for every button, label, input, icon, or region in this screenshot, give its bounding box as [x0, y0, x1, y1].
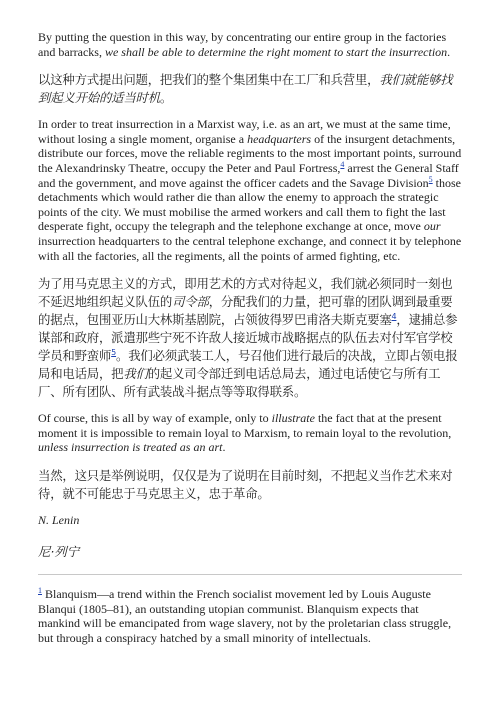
- document-page: [38, 30, 462, 645]
- footnote-link-5-zh[interactable]: 5: [111, 348, 117, 357]
- footnote-link-4-zh[interactable]: 4: [391, 312, 397, 321]
- signature-en: N. Lenin: [38, 512, 80, 527]
- signature-zh: 尼·列宁: [38, 543, 80, 559]
- paragraph-3-zh: 当然，这只是举例说明，仅仅是为了说明在目前时刻，不把起义当作艺术来对待，就不可能忠于马克思主义，忠于革命。: [38, 467, 453, 501]
- paragraph-3-en: Of course, this is all by way of example, only to illustrate the fact that at the present moment it is impossible to remain loyal to Marxism, to remain loyal to the revolution, unless insurrection is treated as an art.: [38, 411, 452, 455]
- paragraph-2-zh: 为了用马克思主义的方式，即用艺术的方式对待起义，我们就必须同时一刻也不延迟地组织起义队伍的司令部，分配我们的力量，把可靠的团队调到最重要的据点，包围亚历山大林斯基剧院，占领彼得罗巴甫洛夫斯克要塞$^4$，逮捕总参谋部和政府，派遣那些宁死不许敌人接近城市战略据点的队伍去对付军官学校学员和野蛮师$^5$。我们必须武装工人，号召他们进行最后的决战，立即占领电报局和电话局，把我们的起义司令部迁到电话总局去，通过电话使它与所有工厂、所有团队、所有武装战斗据点等等取得联系。: [38, 276, 458, 400]
- footnote-1: $^1$ Blanquism—a trend within the French socialist movement led by Louis Auguste Blanqui (1805–81), an outstanding utopian communist. Blanquism expects that mankind will be emancipated from wage slavery, not by the proletarian class struggle, but through a conspiracy hatched by a small minority of intellectuals.: [38, 585, 452, 645]
- footnote-number-1[interactable]: 1: [38, 585, 42, 595]
- footnote-link-4[interactable]: 4: [340, 159, 345, 169]
- paragraph-1-en: By putting the question in this way, by concentrating our entire group in the factories and barracks, we shall be able to determine the right moment to start the insurrection.: [38, 30, 451, 59]
- paragraph-1-zh: 以这种方式提出问题，把我们的整个集团集中在工厂和兵营里，我们就能够找到起义开始的适当时机。: [38, 72, 453, 106]
- footnote-link-5[interactable]: 5: [428, 174, 433, 184]
- paragraph-2-en: In order to treat insurrection in a Marxist way, i.e. as an art, we must at the same time, without losing a single moment, organise a headquarters of the insurgent detachments, distribute our forces, move the reliable regiments to the most important points, surround the Alexandrinsky Theatre, occupy the Peter and Paul Fortress,$^4$ arrest the General Staff and the government, and move against the officer cadets and the Savage Division$^5$ those detachments which would rather die than allow the enemy to approach the strategic points of the city. We must mobilise the armed workers and call them to fight the last desperate fight, occupy the telegraph and the telephone exchange at once, move our insurrection headquarters to the central telephone exchange, and connect it by telephone with all the factories, all the regiments, all the points of armed fighting, etc.: [38, 117, 462, 263]
- footnote-divider: [38, 574, 462, 575]
